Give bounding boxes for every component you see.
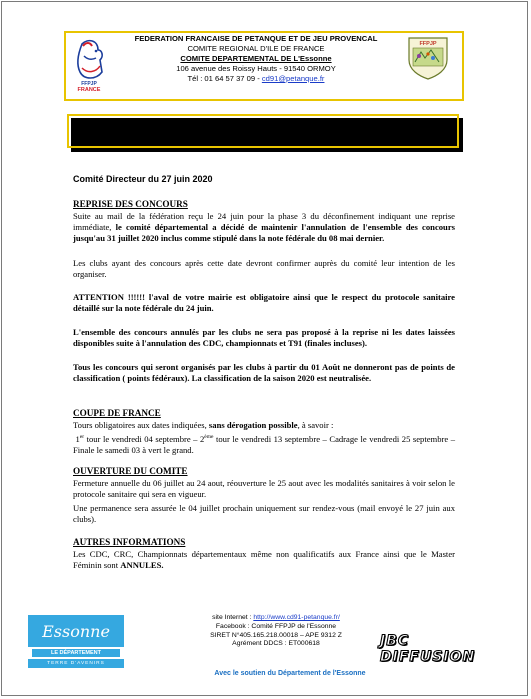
autres-annules: ANNULES. [120, 560, 164, 570]
document-title: RELEVE DE DECISIONS CD 91 [119, 120, 407, 141]
reprise-paragraph-4: L'ensemble des concours annulés par les clubs ne sera pas proposé à la reprise ni les dates laissées disponibles suite à l'annulation des CDC, championnats et T91 (finales incluses). [73, 327, 455, 348]
coupe-date-1: 1 [75, 433, 80, 444]
reprise-paragraph-2: Les clubs ayant des concours après cette date devront confirmer auprès du comité leur intention de les organiser. [73, 258, 455, 279]
coupe-paragraph-1 [73, 420, 455, 431]
ouverture-paragraph-2: Une permanence sera assurée le 04 juillet prochain uniquement sur rendez-vous (mail envoyé le 27 juin aux clubs). [73, 503, 455, 524]
regional-committee: COMITE REGIONAL D'ILE DE FRANCE [187, 44, 325, 53]
autres-paragraph-1 [73, 549, 455, 571]
footer-info [176, 614, 376, 649]
coupe-no-derogation: sans dérogation possible [208, 420, 298, 430]
departmental-committee: COMITE DEPARTEMENTAL DE L'Essonne [180, 54, 332, 63]
meeting-subtitle: Comité Directeur du 27 juin 2020 [73, 174, 213, 184]
autres-p1-text: Les CDC, CRC, Championnats départementaux même non qualificatifs aux France ainsi que le Master Féminin sont [73, 549, 455, 570]
header-info [110, 34, 402, 84]
reprise-paragraph-5: Tous les concours qui seront organisés par les clubs à partir du 01 Août ne donneront pas de points de classification ( points fédéraux). La classification de la saison 2020 est neutralisée. [73, 362, 455, 383]
contact-line [110, 74, 402, 84]
reprise-attention: ATTENTION !!!!!! l'aval de votre mairie est obligatoire ainsi que le respect du protocole sanitaire détaillé sur la note fédérale du 24 juin. [73, 292, 455, 313]
email-link[interactable]: cd91@petanque.fr [261, 74, 325, 83]
agrement-line: Agrément DDCS : ET000618 [232, 640, 320, 648]
france-logo-label: FRANCE [77, 87, 101, 93]
ffpjp-logo-label: FFPJP [81, 81, 97, 87]
facebook-line: Facebook : Comité FFPJP de l'Essonne [215, 622, 337, 630]
ffpjp-rooster-logo [70, 36, 108, 94]
coupe-date-2: tour le vendredi 04 septembre – 2 [84, 433, 205, 444]
section-autres-heading: AUTRES INFORMATIONS [73, 537, 186, 547]
phone: Tél : 01 64 57 37 09 - [187, 74, 260, 83]
section-coupe-heading: COUPE DE FRANCE [73, 408, 161, 418]
website-line [176, 614, 376, 623]
essonne-logo-wordmark: Essonne [42, 621, 110, 641]
section-ouverture-heading: OUVERTURE DU COMITE [73, 466, 188, 476]
coupe-p1-end: , à savoir : [297, 420, 334, 430]
address: 106 avenue des Roissy Hauts - 91540 ORMOY [176, 64, 336, 73]
federation-name: FEDERATION FRANCAISE DE PETANQUE ET DE JEU PROVENCAL [134, 34, 378, 43]
siret-line: SIRET N°405.165.218.00018 – APE 9312 Z [210, 631, 342, 639]
support-note: Avec le soutien du Département de l'Essonne [214, 670, 366, 677]
ffpjp-shield-logo [403, 34, 453, 80]
coupe-sup-2: ème [204, 434, 214, 440]
jbc-diffusion-logo: JBC DIFFUSION [380, 633, 476, 665]
reprise-p1-text: Suite au mail de la fédération reçu le 24 juin pour la phase 3 du déconfinement indiquant une reprise immédiate, [73, 211, 455, 232]
essonne-logo-tagline: TERRE D'AVENIRS [47, 661, 105, 666]
coupe-p1-text: Tours obligatoires aux dates indiquées, [73, 420, 207, 430]
reprise-p1-decision: le comité départemental a décidé de maintenir l'annulation de l'ensemble des concours jusqu'au 31 juillet 2020 inclus comme stipulé dans la note fédérale du 08 mai dernier. [73, 222, 455, 243]
shield-logo-label: FFPJP [419, 41, 437, 47]
section-reprise-heading: REPRISE DES CONCOURS [73, 199, 188, 209]
coupe-sup-1: er [79, 434, 85, 440]
reprise-paragraph-1 [73, 211, 455, 244]
coupe-date-3: tour le vendredi 13 septembre – Cadrage le vendredi 25 septembre – Finale le samedi 03 à vert le grand. [73, 433, 455, 455]
website-label: site Internet : [212, 614, 252, 621]
ouverture-paragraph-1: Fermeture annuelle du 06 juillet au 24 aout, réouverture le 25 aout avec les modalités sanitaires à voir selon le protocole sanitaire qui sera en vigueur. [73, 478, 455, 499]
website-link[interactable]: http://www.cd91-petanque.fr/ [253, 614, 340, 621]
coupe-dates [73, 432, 455, 456]
essonne-logo-department: LE DÉPARTEMENT [32, 649, 120, 657]
